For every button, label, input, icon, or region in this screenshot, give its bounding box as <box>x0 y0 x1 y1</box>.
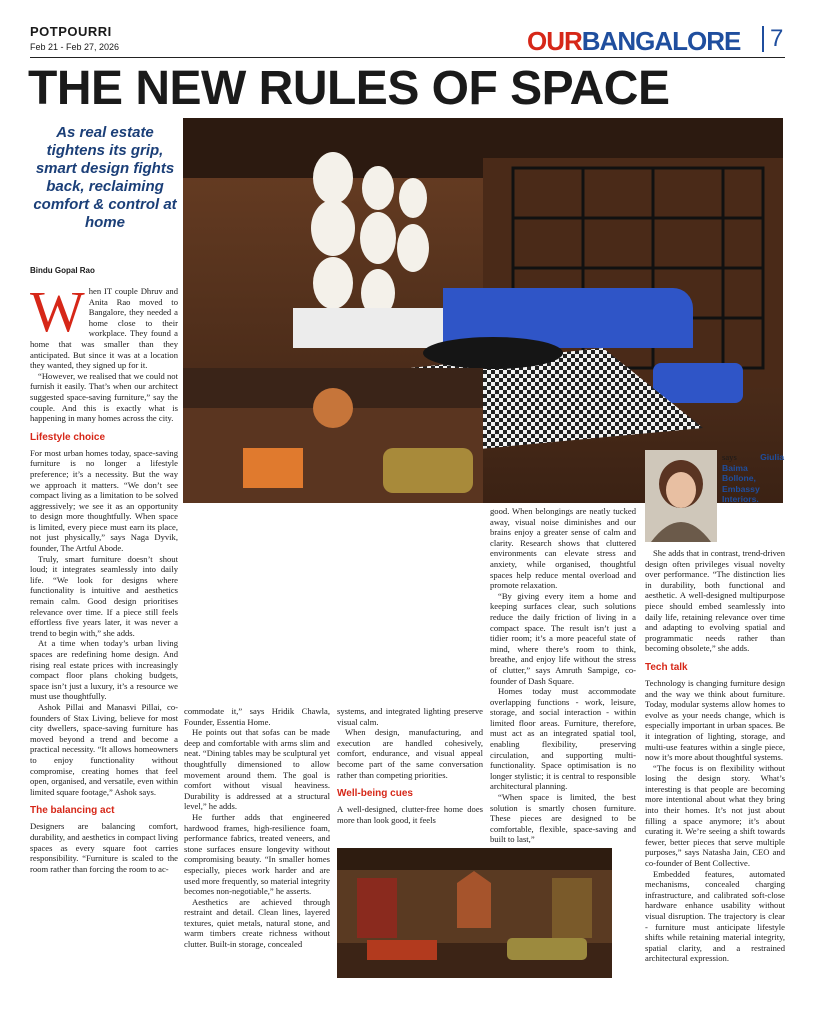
paragraph: At a time when today’s urban living spaces are redefining home design. And rising real estate prices with increasingly compact floor plans choking budgets, space isn’t just a luxury, it’s a resource we must use thoughtfully. <box>30 638 178 702</box>
paragraph: systems, and integrated lighting preserve visual calm. <box>337 706 483 727</box>
article-column-2 <box>184 706 330 950</box>
paragraph: “When space is limited, the best solution is smartly chosen furniture. These pieces are designed to be comfortable, flexible, space-saving and built to last,” <box>490 792 636 845</box>
brand-part-bangalore: BANGALORE <box>581 26 741 56</box>
paragraph: Truly, smart furniture doesn’t shout loud; it integrates seamlessly into daily life. “We look for designs where functionality is intuitive and aesthetics remain calm. Good design prioritises relevance over time. If a piece still feels effortless five years later, it was never a trend to begin with,” she adds. <box>30 553 178 638</box>
attribution <box>722 452 784 505</box>
publication-brand <box>527 26 740 57</box>
paragraph: For most urban homes today, space-saving furniture is no longer a lifestyle preference; it’s a necessity. But the way we approach it matters. “We don’t see compact living as a limitation to be solved aggressively; we see it as an opportunity to design more thoughtfully. When space is limited, every piece must earn its place, not just physically,” says Naga Dyvik, founder, The Artful Abode. <box>30 447 178 554</box>
page-title: THE NEW RULES OF SPACE <box>28 62 670 115</box>
paragraph: “However, we realised that we could not furnish it easily. That’s when our architect suggested space-saving furniture,” say the couple. And this is exactly what is happening in many homes across the city. <box>30 370 178 424</box>
section-label: POTPOURRI <box>30 24 112 39</box>
subhead-tech: Tech talk <box>645 661 688 673</box>
paragraph: “By giving every item a home and keeping surfaces clear, such solutions reduce the daily friction of living in a compact space. The result isn’t just a tidier room; it’s a more peaceful state of mind, where there’s room to think, breathe, and enjoy life without the stress of clutter,” says Amruth Sampige, co-founder of Dash Square. <box>490 590 636 686</box>
paragraph-text: hen IT couple Dhruv and Anita Rao moved to Bangalore, they needed a home close to their workplace. They found a home that was smaller than they anticipated. But since it was at a location they wanted, they signed up for it. <box>30 286 178 371</box>
paragraph: Aesthetics are achieved through restraint and detail. Clean lines, layered textures, quiet metals, natural stone, and warm timbers create richness without clutter. Built-in storage, concealed <box>184 896 330 950</box>
portrait-illustration <box>645 450 717 542</box>
paragraph: “The focus is on flexibility without losing the design story. What’s interesting is that people are becoming more intentional about what they bring into their homes. It’s not just about filling a space anymore; it’s about curating it. We’re seeing a shift towards fewer, better pieces that serve multiple purposes,” says Natasha Jain, CEO and co-founder of Bent Collective. <box>645 762 785 869</box>
article-column-3 <box>337 706 483 825</box>
paragraph: Embedded features, automated mechanisms, concealed charging infrastructure, and calibrated soft-close hardware enhance usability without visual disruption. The trajectory is clear - furniture must anticipate lifestyle shifts while retaining material integrity, spatial clarity, and a restrained architectural expression. <box>645 868 785 964</box>
paragraph: She adds that in contrast, trend-driven design often privileges visual novelty over performance. “The distinction lies in durability, both functional and aesthetic. A well-designed multipurpose piece should embed seamlessly into daily life, retaining relevance over time and adapting to evolving spatial and programmatic needs rather than becoming obsolete,” she adds. <box>645 548 785 654</box>
article-column-5 <box>645 548 785 964</box>
subhead-wellbeing: Well-being cues <box>337 788 413 800</box>
paragraph: good. When belongings are neatly tucked away, visual noise diminishes and our brains enjoy a greater sense of calm and clarity. Research shows that cluttered environments can elevate stress and anxiety, while organised, thoughtful spaces help reduce mental overload and promote relaxation. <box>490 506 636 591</box>
interior-illustration <box>337 848 612 978</box>
standfirst: As real estate tightens its grip, smart design fights back, reclaiming comfort & control at home <box>33 124 177 231</box>
paragraph: When design, manufacturing, and execution are handled cohesively, comfort, endurance, and visual appeal become part of the same conversation rather than competing priorities. <box>337 727 483 780</box>
paragraph: Designers are balancing comfort, durability, and aesthetics in compact living spaces as every square foot carries responsibility. “Furniture is scaled to the room rather than forcing the room to ac- <box>30 821 178 874</box>
brand-part-our: OUR <box>527 26 582 56</box>
paragraph: commodate it,” says Hridik Chawla, Founder, Essentia Home. <box>184 706 330 727</box>
subhead-balancing: The balancing act <box>30 805 115 817</box>
byline: Bindu Gopal Rao <box>30 266 95 275</box>
paragraph: Technology is changing furniture design and the way we think about furniture. Today, modular systems allow homes to evolve as your needs change, which is especially important in urban spaces. Be it integration of lighting, storage, and multi-use features within a single piece, now it’s more about thoughtful systems. <box>645 677 785 763</box>
paragraph: Ashok Pillai and Manasvi Pillai, co-founders of Stax Living, believe for most city dwellers, space-saving furniture has moved beyond a trend and become a practical necessity. “It allows homeowners to enjoy functionality without compromise, creating homes that feel open, organised, and versatile, even within limited square footage,” Ashok says. <box>30 701 178 797</box>
article-column-4 <box>490 506 636 845</box>
attribution-says: says <box>722 452 761 462</box>
attribution-name: Giulia Baima Bollone, Embassy Interiors. <box>722 452 784 505</box>
hero-living-room-photo <box>183 118 783 503</box>
article-column-5-top <box>722 452 784 505</box>
paragraph <box>30 279 178 371</box>
paragraph: He points out that sofas can be made deep and comfortable with arms slim and neat. “Dining tables may be sculptural yet thoughtfully dimensioned to allow movement around them. The goal is comfort without visual heaviness. Durability is addressed at a structural level,” he adds. <box>184 727 330 812</box>
article-column-1 <box>30 279 178 874</box>
drop-cap: W <box>30 279 85 344</box>
header-rule <box>30 57 785 58</box>
paragraph: He further adds that engineered hardwood frames, high-resilience foam, performance fabrics, treated veneers, and stone surfaces ensure longevity without compromising beauty. “In smaller homes especially, pieces work harder and are used more frequently, so material integrity becomes non-negotiable,” he asserts. <box>184 811 330 897</box>
hero-illustration <box>183 118 783 503</box>
paragraph: A well-designed, clutter-free home does more than look good, it feels <box>337 804 483 825</box>
contributor-portrait <box>645 450 717 542</box>
issue-date: Feb 21 - Feb 27, 2026 <box>30 42 120 52</box>
interior-photo-small <box>337 848 612 978</box>
page-number: 7 <box>762 26 783 52</box>
subhead-lifestyle: Lifestyle choice <box>30 431 106 443</box>
paragraph: Homes today must accommodate overlapping functions - work, leisure, storage, and social interaction - within limited floor areas. Furniture, therefore, must act as an integrated spatial tool, enabling flexibility, preserving circulation, and supporting multi-functionality. Space optimisation is no longer stylistic; it is central to responsible architectural planning. <box>490 686 636 792</box>
